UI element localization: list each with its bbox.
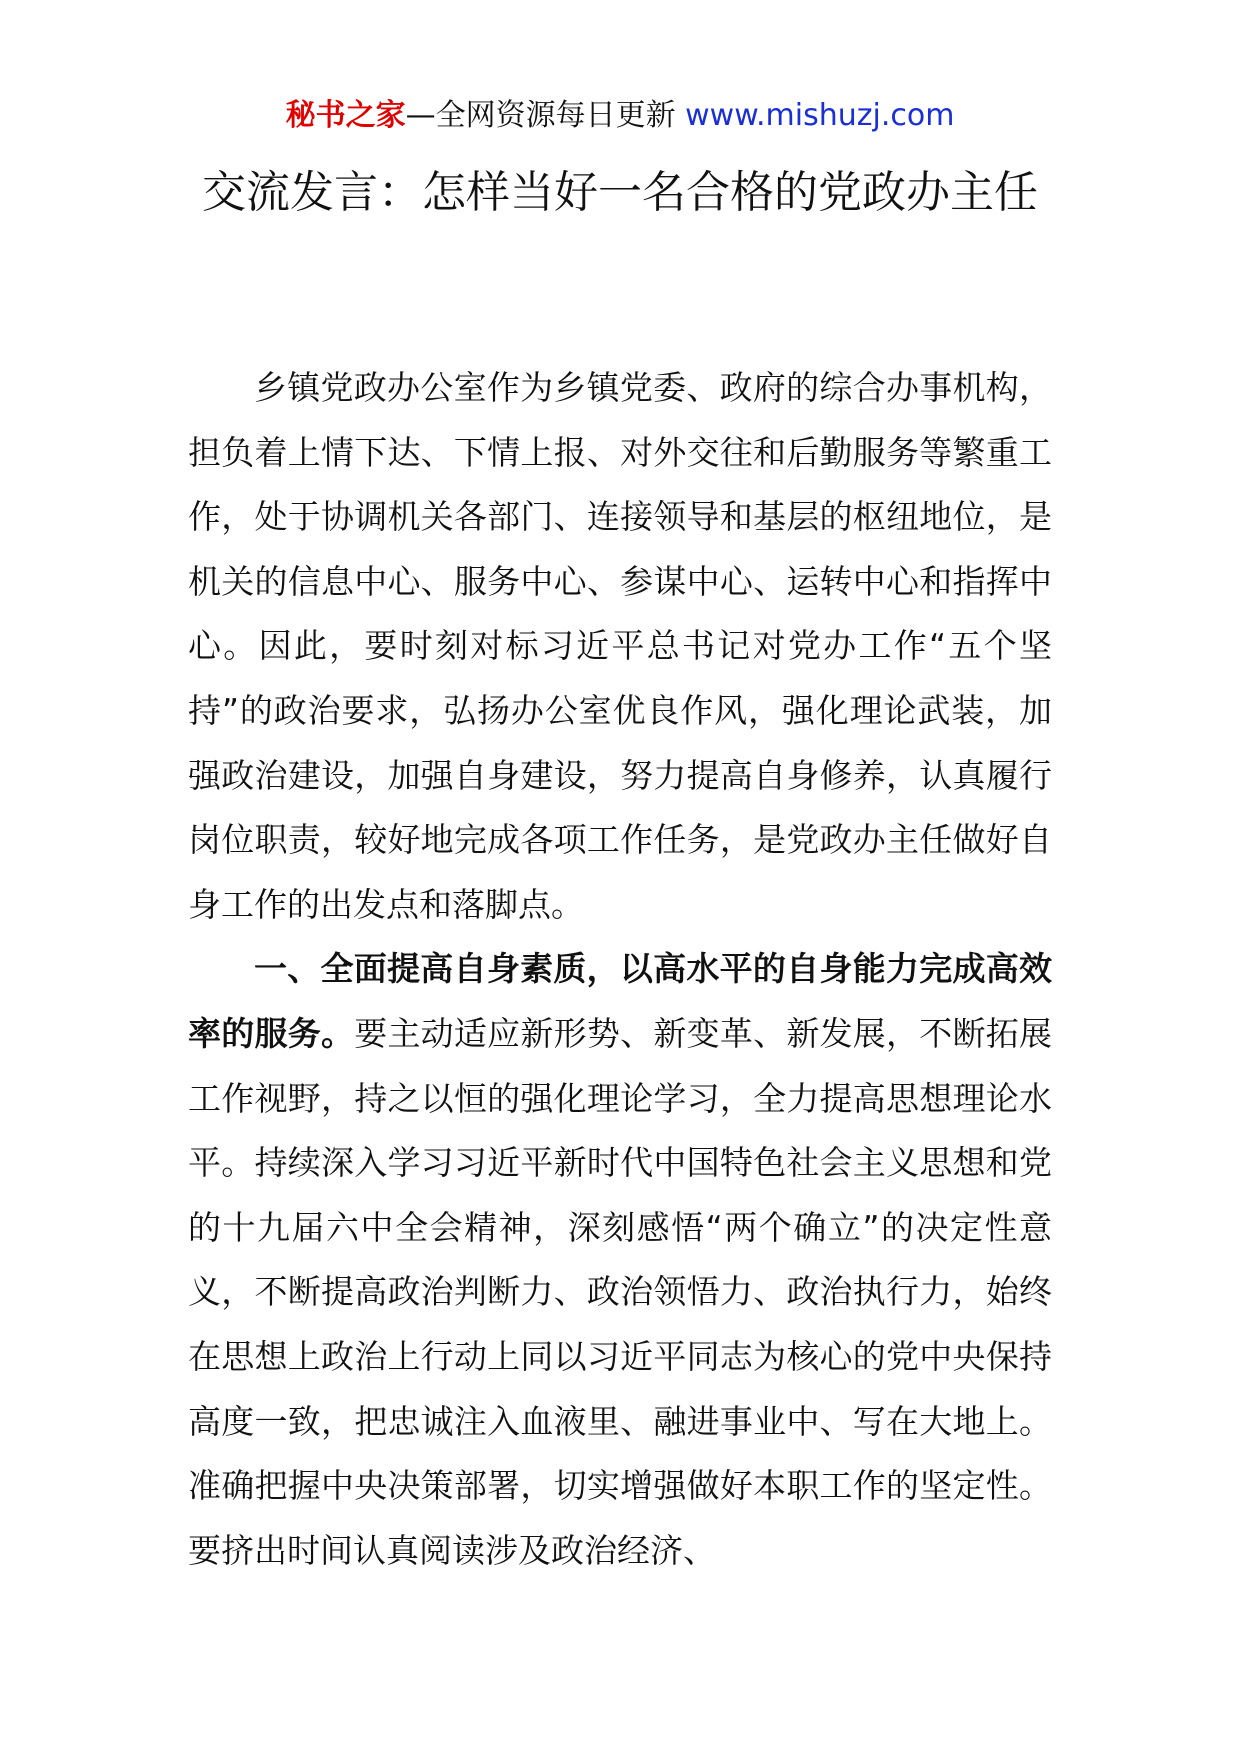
banner-tagline: —全网资源每日更新 (405, 98, 686, 133)
document-body (188, 356, 1052, 1583)
site-banner (0, 96, 1240, 136)
paragraph-text: 要主动适应新形势、新变革、新发展，不断拓展工作视野，持之以恒的强化理论学习，全力提高思想理论水平。持续深入学习习近平新时代中国特色社会主义思想和党的十九届六中全会精神，深刻感悟“两个确立”的决定性意义，不断提高政治判断力、政治领悟力、政治执行力，始终在思想上政治上行动上同以习近平同志为核心的党中央保持高度一致，把忠诚注入血液里、融进事业中、写在大地上。准确把握中央决策部署，切实增强做好本职工作的坚定性。要挤出时间认真阅读涉及政治经济、 (188, 1013, 1053, 1570)
intro-paragraph (188, 356, 1052, 937)
section-paragraph-1 (188, 937, 1052, 1583)
document-title: 交流发言：怎样当好一名合格的党政办主任 (202, 167, 1038, 218)
site-url-link[interactable]: www.mishuzj.com (685, 98, 955, 133)
paragraph-text: 乡镇党政办公室作为乡镇党委、政府的综合办事机构，担负着上情下达、下情上报、对外交往和后勤服务等繁重工作，处于协调机关各部门、连接领导和基层的枢纽地位，是机关的信息中心、服务中心、参谋中心、运转中心和指挥中心。因此，要时刻对标习近平总书记对党办工作“五个坚持”的政治要求，弘扬办公室优良作风，强化理论武装，加强政治建设，加强自身建设，努力提高自身修养，认真履行岗位职责，较好地完成各项工作任务，是党政办主任做好自身工作的出发点和落脚点。 (188, 368, 1052, 924)
section-heading: 一、全面提高自身素质，以高水平的自身能力完成高效率的服务。 (188, 949, 1052, 1053)
brand-name: 秘书之家 (285, 98, 406, 133)
